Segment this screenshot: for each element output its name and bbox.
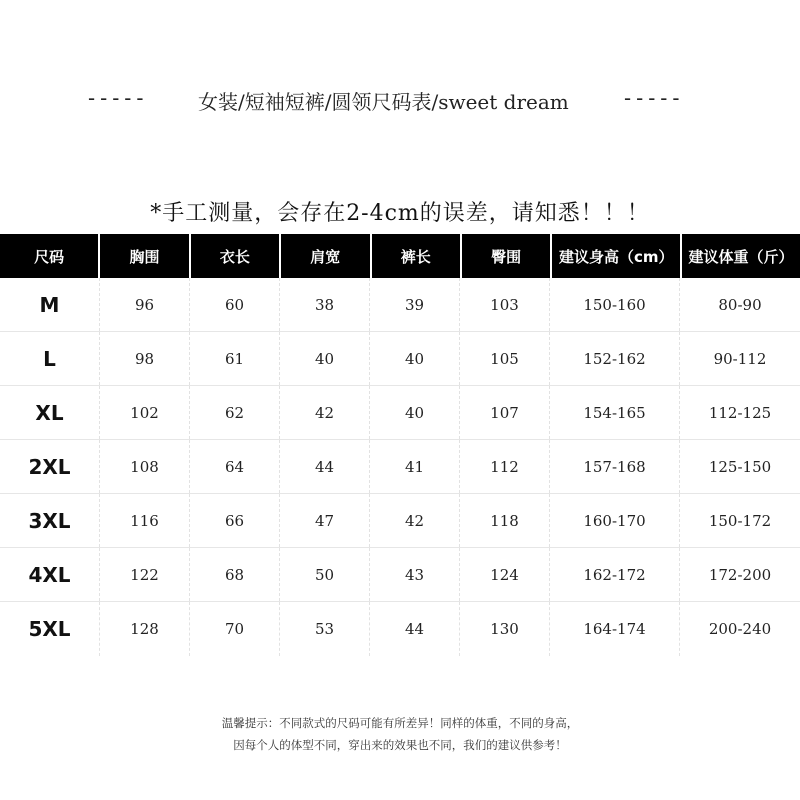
header-chest: 胸围 xyxy=(100,234,188,278)
hip-cell: 112 xyxy=(460,440,550,493)
weight-cell: 112-125 xyxy=(708,403,772,422)
size-cell: M xyxy=(0,278,100,331)
length-cell: 70 xyxy=(190,602,280,656)
weight-cell: 125-150 xyxy=(708,457,772,476)
measurement-note-text: *手工测量，会存在2-4cm的误差，请知悉！！！ xyxy=(150,201,650,226)
weight-cell: 200-240 xyxy=(708,620,772,638)
weight-cell: 80-90 xyxy=(718,295,762,314)
hip-cell: 105 xyxy=(460,332,550,385)
shoulder-cell: 47 xyxy=(280,494,370,547)
hip-cell: 118 xyxy=(460,494,550,547)
weight-cell: 172-200 xyxy=(708,565,772,584)
chest-cell: 102 xyxy=(100,386,190,439)
title-dash-right: ----- xyxy=(624,86,685,110)
header-pants-length: 裤长 xyxy=(372,234,460,278)
size-cell: 3XL xyxy=(0,494,100,547)
chest-cell: 108 xyxy=(100,440,190,493)
size-cell: XL xyxy=(0,386,100,439)
header-length: 衣长 xyxy=(191,234,279,278)
footer-tip-line-2: 因每个人的体型不同，穿出来的效果也不同，我们的建议供参考！ xyxy=(233,738,567,752)
length-cell: 68 xyxy=(190,548,280,601)
table-row xyxy=(0,494,800,548)
pants-length-cell: 41 xyxy=(370,440,460,493)
header-shoulder: 肩宽 xyxy=(281,234,369,278)
chest-cell: 122 xyxy=(100,548,190,601)
table-row xyxy=(0,548,800,602)
chest-cell: 98 xyxy=(100,332,190,385)
header-weight: 建议体重（斤） xyxy=(682,234,800,278)
header-height: 建议身高（cm） xyxy=(552,234,680,278)
height-cell: 152-162 xyxy=(550,332,680,385)
height-cell: 154-165 xyxy=(550,386,680,439)
shoulder-cell: 53 xyxy=(280,602,370,656)
table-row xyxy=(0,386,800,440)
length-cell: 61 xyxy=(190,332,280,385)
table-row xyxy=(0,602,800,656)
size-cell: 2XL xyxy=(0,440,100,493)
height-cell: 157-168 xyxy=(550,440,680,493)
height-cell: 162-172 xyxy=(550,548,680,601)
chest-cell: 128 xyxy=(100,602,190,656)
table-header-row xyxy=(0,234,800,278)
hip-cell: 107 xyxy=(460,386,550,439)
title-text: 女装/短袖短裤/圆领尺码表/sweet dream xyxy=(198,90,569,114)
pants-length-cell: 40 xyxy=(370,386,460,439)
table-row xyxy=(0,278,800,332)
table-row xyxy=(0,332,800,386)
size-cell: 5XL xyxy=(0,602,100,656)
footer-tip-line-1: 温馨提示：不同款式的尺码可能有所差异！同样的体重，不同的身高， xyxy=(221,716,579,730)
shoulder-cell: 50 xyxy=(280,548,370,601)
length-cell: 62 xyxy=(190,386,280,439)
shoulder-cell: 42 xyxy=(280,386,370,439)
pants-length-cell: 39 xyxy=(370,278,460,331)
title-dash-left: ----- xyxy=(88,86,149,110)
pants-length-cell: 42 xyxy=(370,494,460,547)
shoulder-cell: 44 xyxy=(280,440,370,493)
size-cell: L xyxy=(0,332,100,385)
height-cell: 164-174 xyxy=(550,602,680,656)
height-cell: 160-170 xyxy=(550,494,680,547)
pants-length-cell: 43 xyxy=(370,548,460,601)
length-cell: 66 xyxy=(190,494,280,547)
size-cell: 4XL xyxy=(0,548,100,601)
pants-length-cell: 44 xyxy=(370,602,460,656)
length-cell: 60 xyxy=(190,278,280,331)
header-hip: 臀围 xyxy=(462,234,550,278)
shoulder-cell: 38 xyxy=(280,278,370,331)
weight-cell: 150-172 xyxy=(708,511,772,530)
height-cell: 150-160 xyxy=(550,278,680,331)
measurement-note xyxy=(0,196,800,227)
table-row xyxy=(0,440,800,494)
pants-length-cell: 40 xyxy=(370,332,460,385)
size-table xyxy=(0,234,800,656)
weight-cell: 90-112 xyxy=(713,349,767,368)
hip-cell: 124 xyxy=(460,548,550,601)
chest-cell: 96 xyxy=(100,278,190,331)
chest-cell: 116 xyxy=(100,494,190,547)
chart-title xyxy=(0,84,800,118)
header-size: 尺码 xyxy=(0,234,98,278)
footer-tip xyxy=(0,712,800,756)
hip-cell: 130 xyxy=(460,602,550,656)
length-cell: 64 xyxy=(190,440,280,493)
shoulder-cell: 40 xyxy=(280,332,370,385)
hip-cell: 103 xyxy=(460,278,550,331)
